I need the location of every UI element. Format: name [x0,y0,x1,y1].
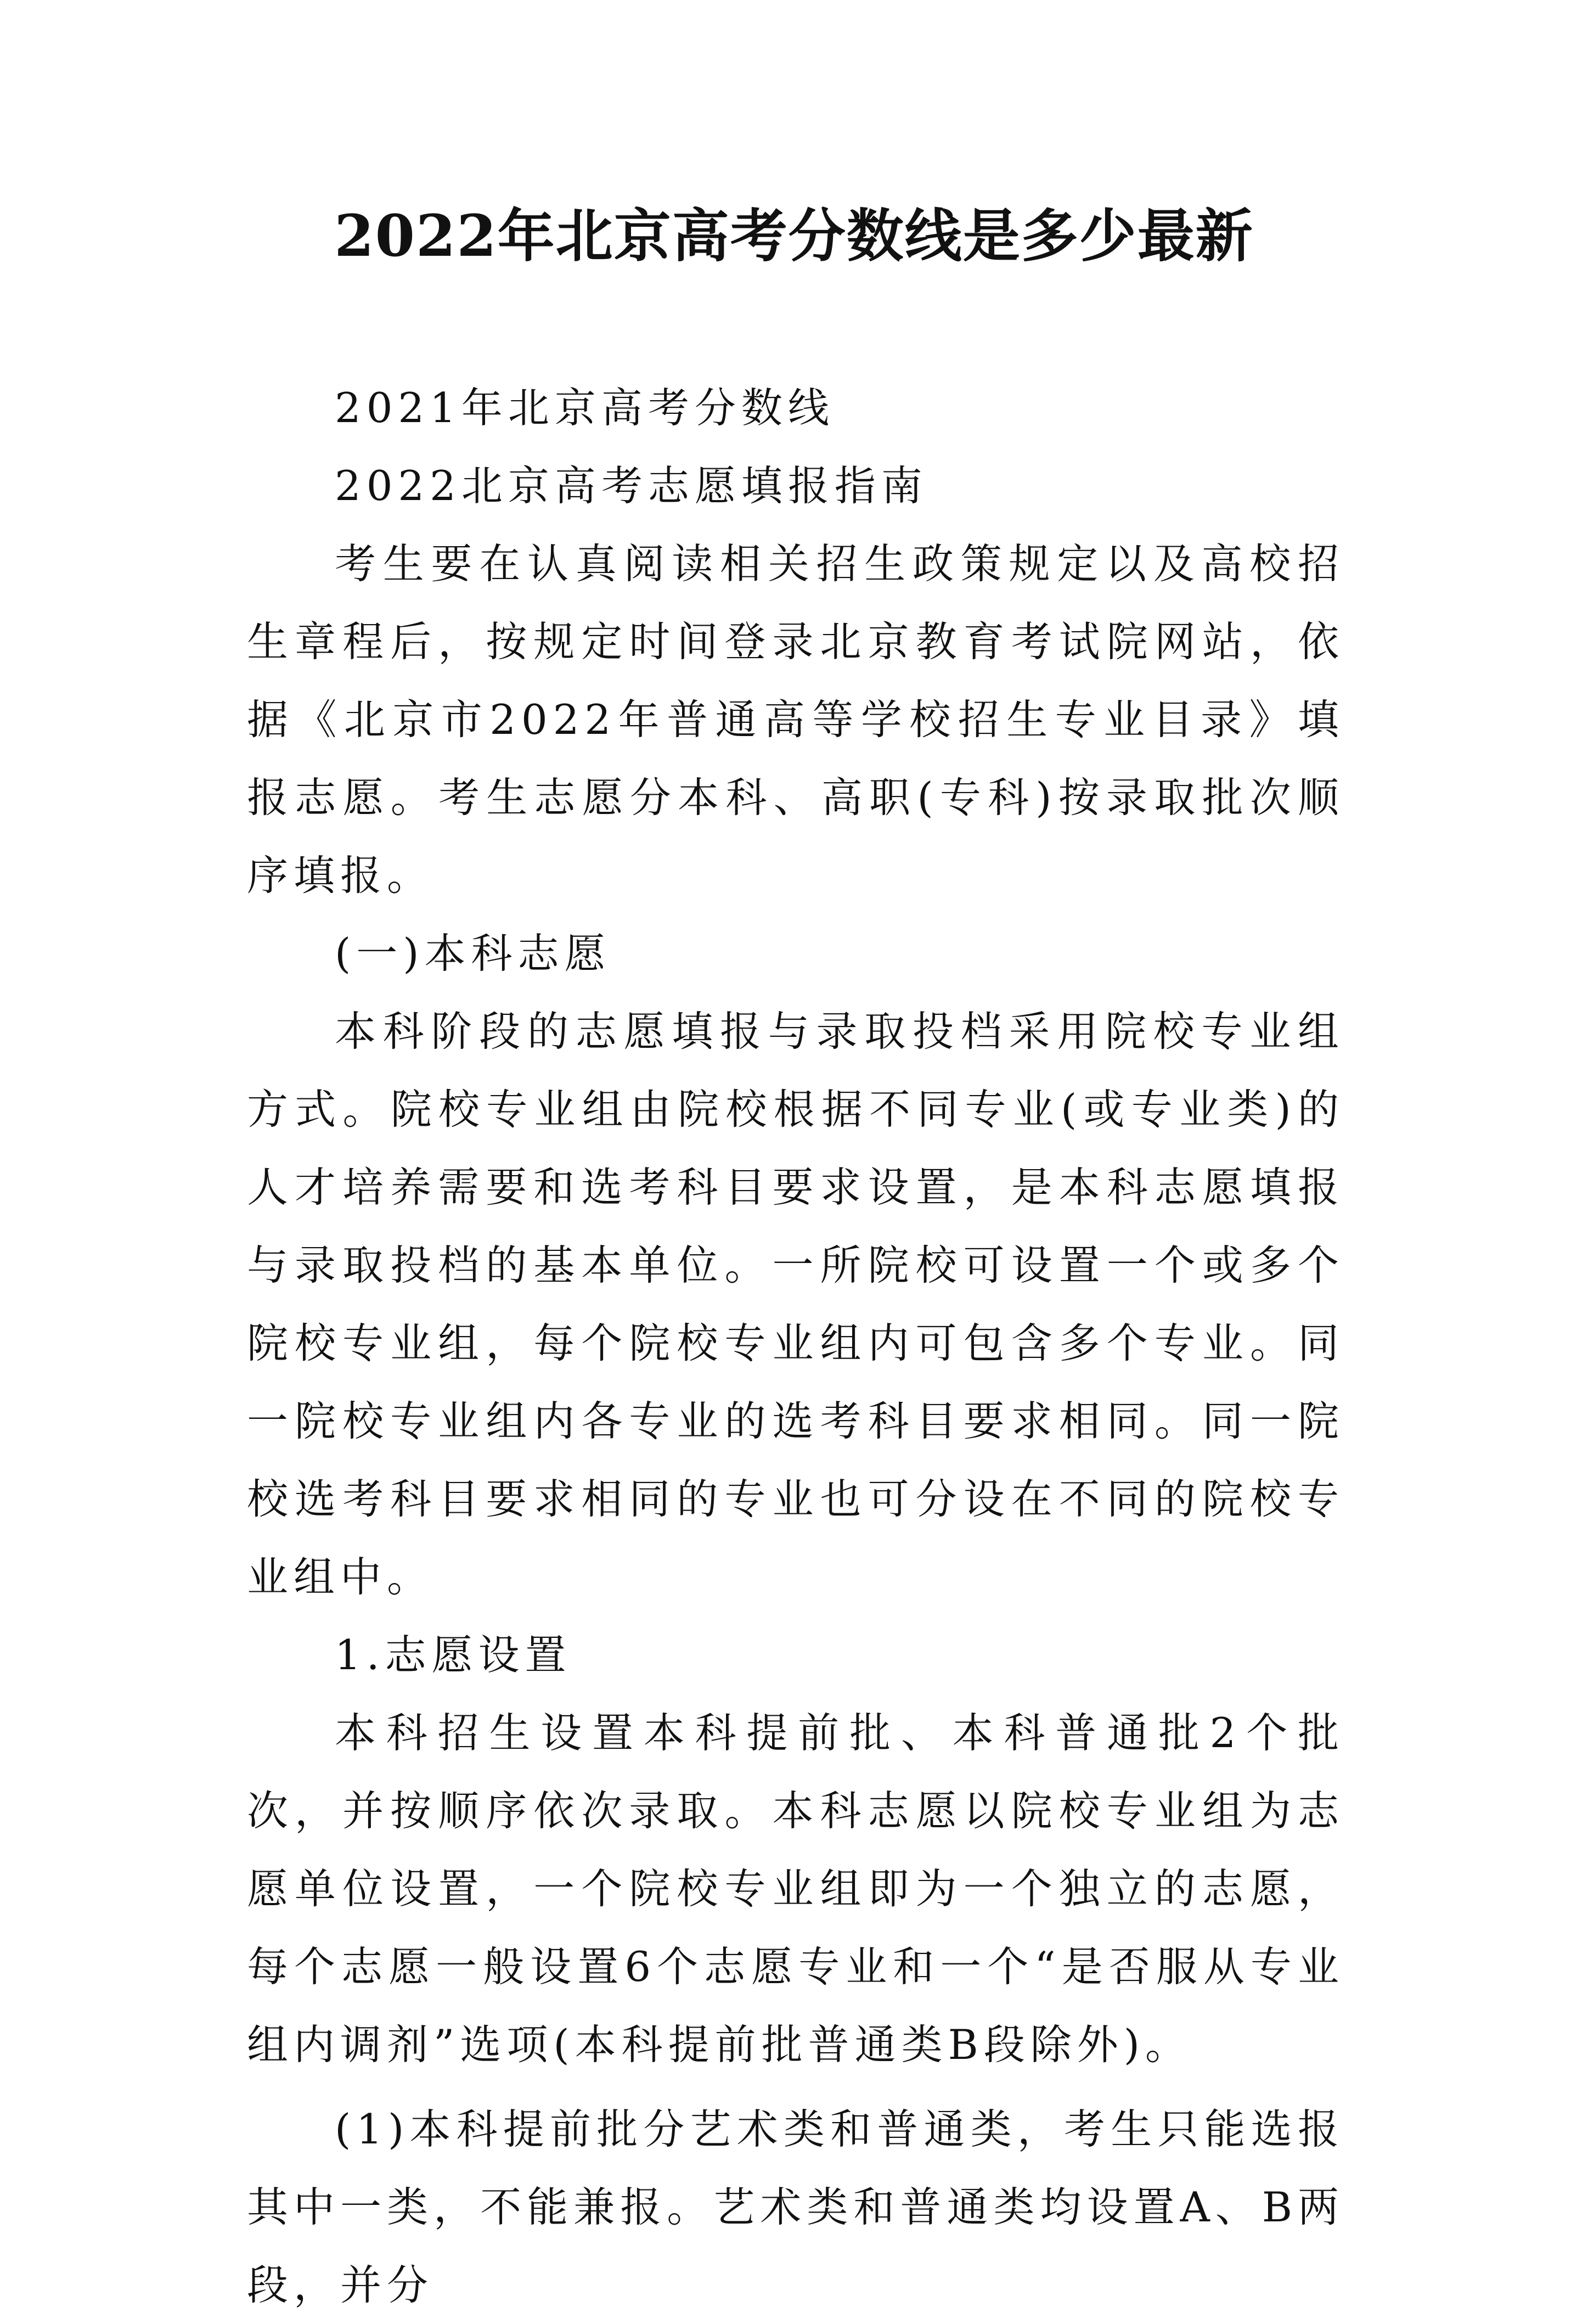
paragraph-2021-score-line: 2021年北京高考分数线 [335,384,835,432]
document-title: 2022年北京高考分数线是多少最新 [334,202,1254,270]
section-heading-undergraduate: (一)本科志愿 [335,929,611,978]
subheading-volunteer-settings: 1.志愿设置 [335,1631,572,1679]
paragraph-application-intro: 考生要在认真阅读相关招生政策规定以及高校招生章程后，按规定时间登录北京教育考试院网站，依据《北京市2022年普通高等学校招生专业目录》填报志愿。考生志愿分本科、高职(专科)按录取批次顺序填报。 [247,540,1344,900]
paragraph-2022-guide: 2022北京高考志愿填报指南 [335,462,928,510]
paragraph-batch-settings: 本科招生设置本科提前批、本科普通批2个批次，并按顺序依次录取。本科志愿以院校专业组为志愿单位设置，一个院校专业组即为一个独立的志愿，每个志愿一般设置6个志愿专业和一个“是否服从专业组内调剂”选项(本科提前批普通类B段除外)。 [247,1709,1344,2069]
document-body [247,369,1344,2324]
paragraph-early-batch: (1)本科提前批分艺术类和普通类，考生只能选报其中一类，不能兼报。艺术类和普通类均设置A、B两段，并分 [247,2105,1344,2309]
paragraph-major-groups: 本科阶段的志愿填报与录取投档采用院校专业组方式。院校专业组由院校根据不同专业(或专业类)的人才培养需要和选考科目要求设置，是本科志愿填报与录取投档的基本单位。一所院校可设置一个或多个院校专业组，每个院校专业组内可包含多个专业。同一院校专业组内各专业的选考科目要求相同。同一院校选考科目要求相同的专业也可分设在不同的院校专业组中。 [247,1007,1344,1601]
